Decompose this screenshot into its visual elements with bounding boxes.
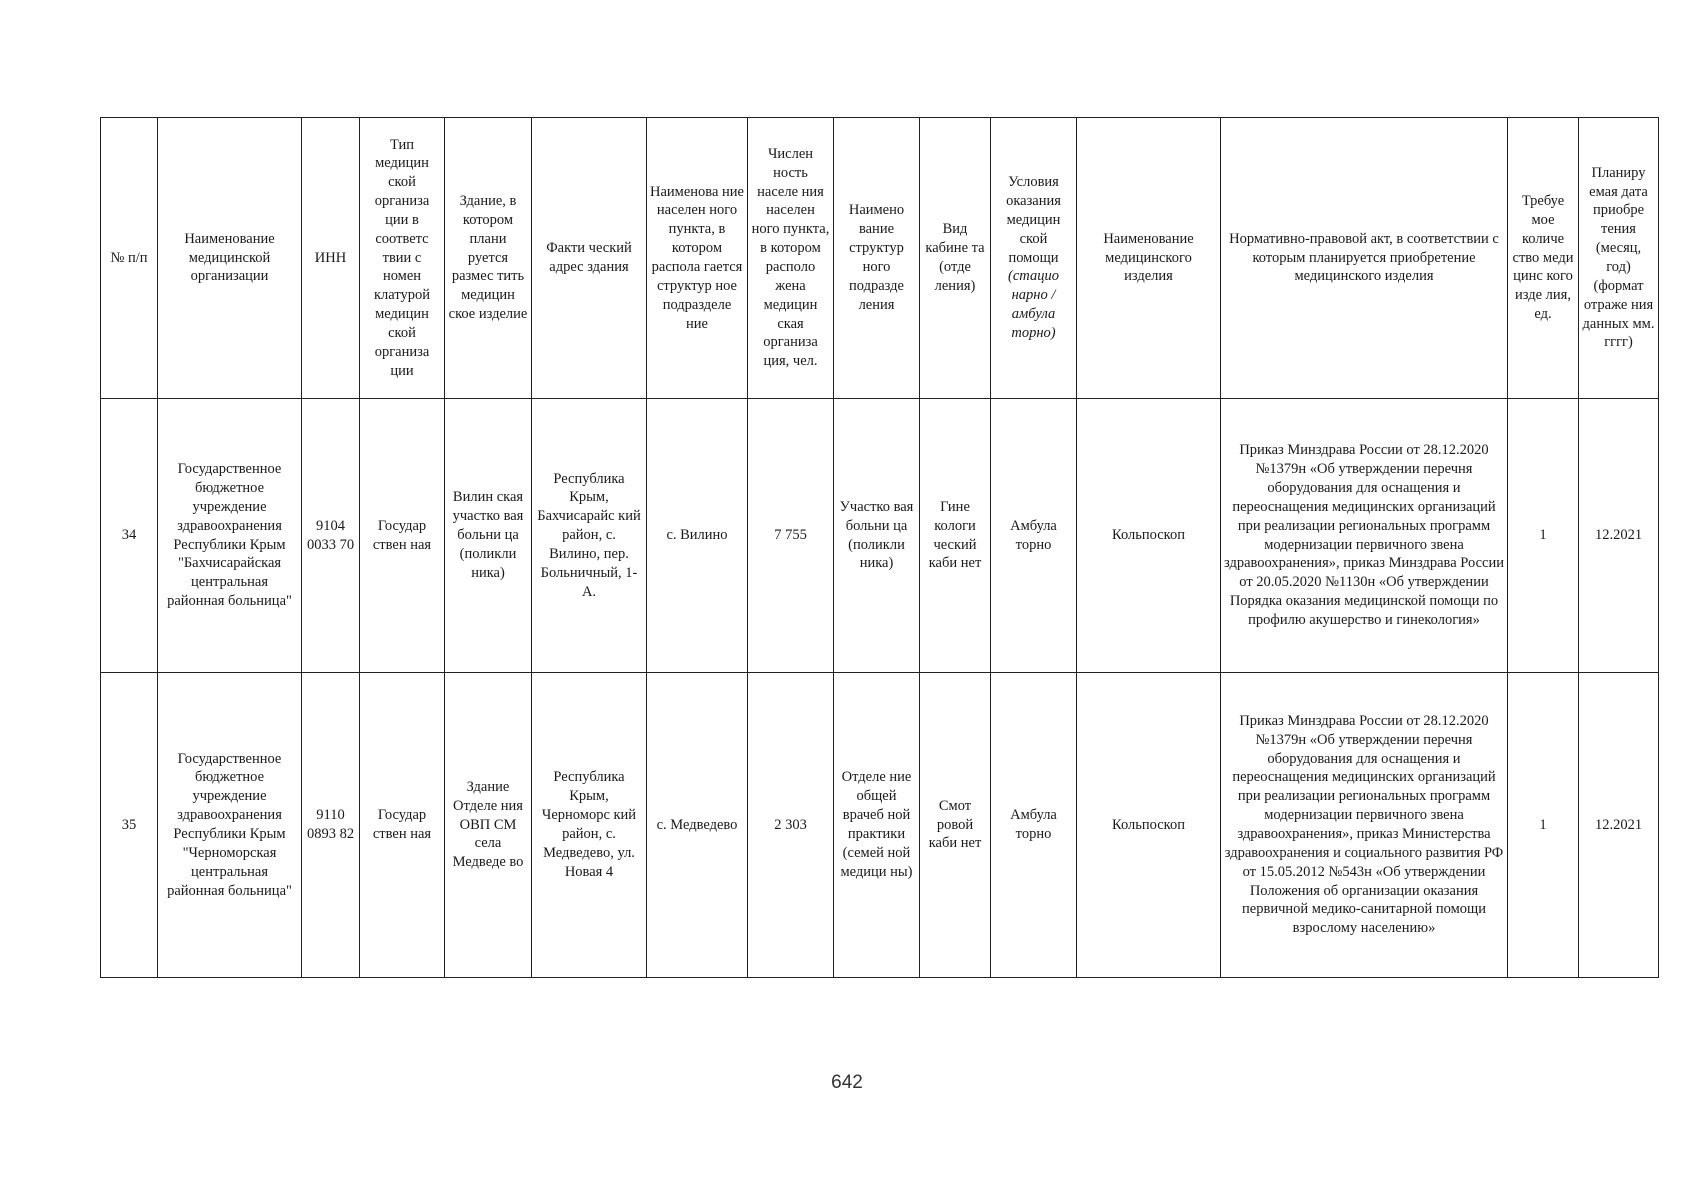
cell-cabinet: Гине кологи ческий каби нет <box>920 399 991 673</box>
equipment-table <box>100 117 1659 978</box>
table-row <box>101 399 1659 673</box>
header-address: Факти ческий адрес здания <box>532 118 647 399</box>
table-row <box>101 673 1659 978</box>
cell-quantity: 1 <box>1508 399 1579 673</box>
cell-date: 12.2021 <box>1579 673 1659 978</box>
header-population: Числен ность населе ния населен ного пункта, в котором располо жена медицин ская организа ция, чел. <box>748 118 834 399</box>
cell-settlement: с. Медведево <box>647 673 748 978</box>
cell-unit: Отделе ние общей врачеб ной практики (семей ной медици ны) <box>834 673 920 978</box>
cell-building: Вилин ская участко вая больни ца (поликли ника) <box>445 399 532 673</box>
cell-settlement: с. Вилино <box>647 399 748 673</box>
header-quantity: Требуе мое количе ство меди цинс кого изде лия, ед. <box>1508 118 1579 399</box>
cell-date: 12.2021 <box>1579 399 1659 673</box>
cell-building: Здание Отделе ния ОВП СМ села Медведе во <box>445 673 532 978</box>
table-header-row <box>101 118 1659 399</box>
header-conditions-main: Условия оказания медицин ской помощи <box>1006 174 1061 266</box>
cell-num: 35 <box>101 673 158 978</box>
cell-conditions: Амбула торно <box>991 673 1077 978</box>
header-device: Наименование медицинского изделия <box>1077 118 1221 399</box>
cell-conditions: Амбула торно <box>991 399 1077 673</box>
cell-population: 2 303 <box>748 673 834 978</box>
header-building: Здание, в котором плани руется размес тить медицин ское изделие <box>445 118 532 399</box>
header-conditions <box>991 118 1077 399</box>
header-org-type: Тип медицин ской организа ции в соответс твии с номен клатурой медицин ской организа ции <box>360 118 445 399</box>
cell-quantity: 1 <box>1508 673 1579 978</box>
page-number: 642 <box>831 1072 863 1093</box>
header-act: Нормативно-правовой акт, в соответствии с которым планируется приобретение медицинского изделия <box>1221 118 1508 399</box>
cell-unit: Участко вая больни ца (поликли ника) <box>834 399 920 673</box>
cell-address: Республика Крым, Бахчисарайс кий район, с. Вилино, пер. Больничный, 1-А. <box>532 399 647 673</box>
header-org-name: Наименование медицинской организации <box>158 118 302 399</box>
cell-act: Приказ Минздрава России от 28.12.2020 №1379н «Об утверждении перечня оборудования для оснащения и переоснащения медицинских организаций при реализации региональных программ модернизации первичного звена здравоохранения», приказ Минздрава России от 20.05.2020 №1130н «Об утверждении Порядка оказания медицинской помощи по профилю акушерство и гинекология» <box>1221 399 1508 673</box>
header-unit: Наимено вание структур ного подразде ления <box>834 118 920 399</box>
header-settlement: Наименова ние населен ного пункта, в котором распола гается структур ное подразделе ние <box>647 118 748 399</box>
header-conditions-italic: (стацио нарно / амбула торно) <box>1008 268 1059 341</box>
header-date: Планиру емая дата приобре тения (месяц, год) (формат отраже ния данных мм. гггг) <box>1579 118 1659 399</box>
cell-org-name: Государственное бюджетное учреждение здравоохранения Республики Крым "Бахчисарайская центральная районная больница" <box>158 399 302 673</box>
cell-inn: 9110 0893 82 <box>302 673 360 978</box>
cell-inn: 9104 0033 70 <box>302 399 360 673</box>
cell-org-name: Государственное бюджетное учреждение здравоохранения Республики Крым "Черноморская центральная районная больница" <box>158 673 302 978</box>
cell-device: Кольпоскоп <box>1077 673 1221 978</box>
cell-cabinet: Смот ровой каби нет <box>920 673 991 978</box>
cell-device: Кольпоскоп <box>1077 399 1221 673</box>
cell-act: Приказ Минздрава России от 28.12.2020 №1379н «Об утверждении перечня оборудования для оснащения и переоснащения медицинских организаций при реализации региональных программ модернизации первичного звена здравоохранения», приказ Министерства здравоохранения и социального развития РФ от 15.05.2012 №543н «Об утверждении Положения об организации оказания первичной медико-санитарной помощи взрослому населению» <box>1221 673 1508 978</box>
cell-num: 34 <box>101 399 158 673</box>
header-num: № п/п <box>101 118 158 399</box>
cell-org-type: Государ ствен ная <box>360 673 445 978</box>
cell-address: Республика Крым, Черноморс кий район, с. Медведево, ул. Новая 4 <box>532 673 647 978</box>
cell-org-type: Государ ствен ная <box>360 399 445 673</box>
cell-population: 7 755 <box>748 399 834 673</box>
header-cabinet: Вид кабине та (отде ления) <box>920 118 991 399</box>
header-inn: ИНН <box>302 118 360 399</box>
